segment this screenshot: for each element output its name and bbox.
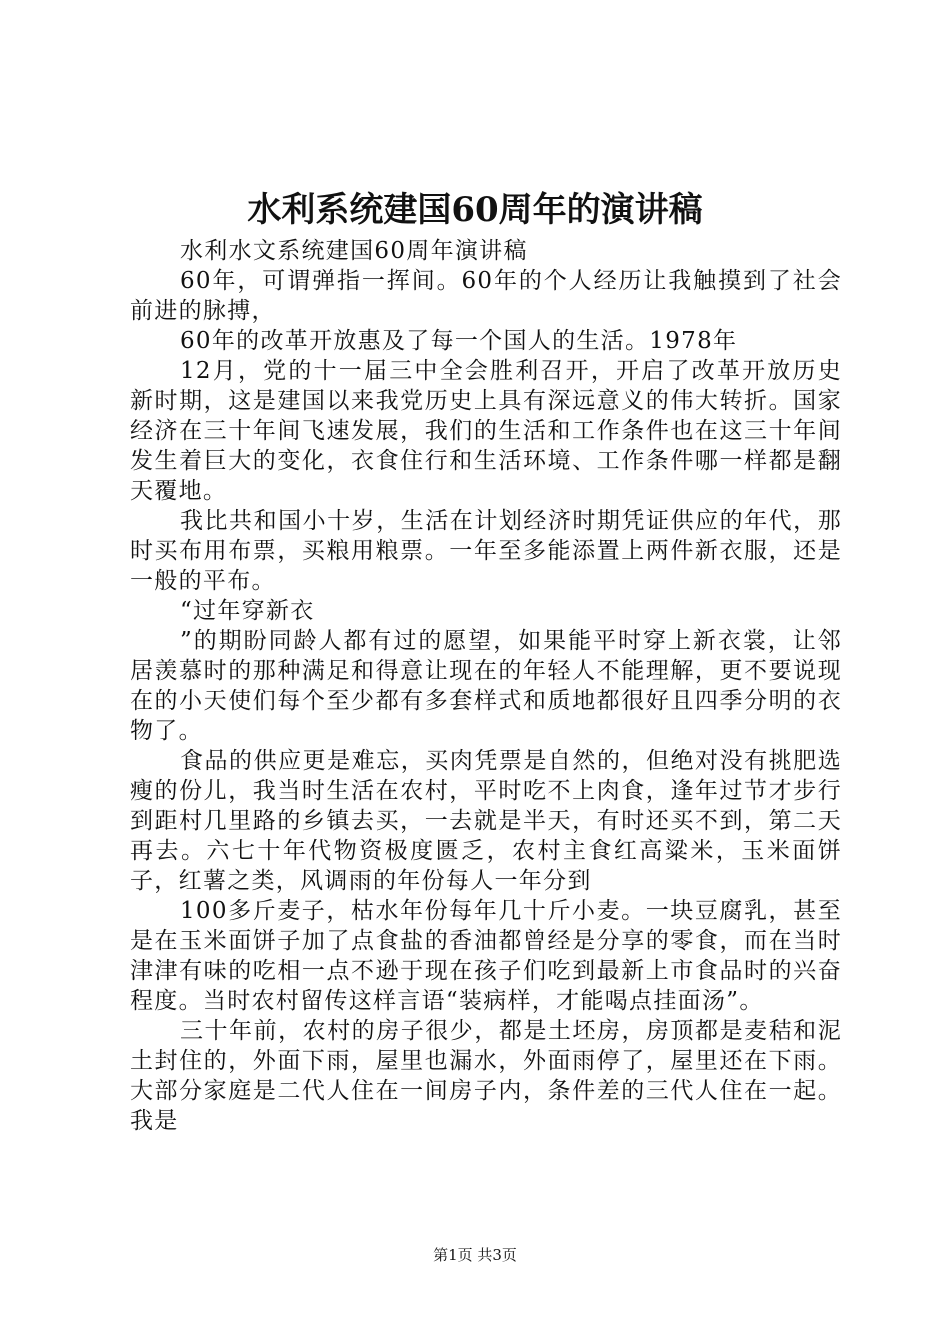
paragraph-5: 我比共和国小十岁，生活在计划经济时期凭证供应的年代，那时买布用布票，买粮用粮票。一年至多能添置上两件新衣服，还是一般的平布。 [130, 508, 842, 594]
document-body [130, 236, 842, 1136]
page-footer: 第1页 共3页 [433, 1246, 517, 1264]
paragraph-10: 三十年前，农村的房子很少，都是土坯房，房顶都是麦秸和泥土封住的，外面下雨，屋里也漏水，外面雨停了，屋里还在下雨。大部分家庭是二代人住在一间房子内，条件差的三代人住在一起。我是 [130, 1018, 842, 1134]
paragraph-3: 60年的改革开放惠及了每一个国人的生活。1978年 [180, 328, 738, 354]
paragraph-6: “过年穿新衣 [180, 598, 315, 624]
paragraph-1: 水利水文系统建国60周年演讲稿 [180, 238, 528, 264]
paragraph-8: 食品的供应更是难忘，买肉凭票是自然的，但绝对没有挑肥选瘦的份儿，我当时生活在农村，平时吃不上肉食，逢年过节才步行到距村几里路的乡镇去买，一去就是半天，有时还买不到，第二天再去。六七十年代物资极度匮乏，农村主食红高粱米，玉米面饼子，红薯之类，风调雨的年份每人一年分到 [130, 748, 842, 894]
paragraph-7: ”的期盼同龄人都有过的愿望，如果能平时穿上新衣裳，让邻居羡慕时的那种满足和得意让现在的年轻人不能理解，更不要说现在的小天使们每个至少都有多套样式和质地都很好且四季分明的衣物了。 [130, 628, 842, 744]
paragraph-9: 100多斤麦子，枯水年份每年几十斤小麦。一块豆腐乳，甚至是在玉米面饼子加了点食盐的香油都曾经是分享的零食，而在当时津津有味的吃相一点不逊于现在孩子们吃到最新上市食品时的兴奋程度。当时农村留传这样言语“装病样，才能喝点挂面汤”。 [130, 898, 842, 1014]
document-title: 水利系统建国60周年的演讲稿 [247, 190, 703, 230]
paragraph-4: 12月，党的十一届三中全会胜利召开，开启了改革开放历史新时期，这是建国以来我党历史上具有深远意义的伟大转折。国家经济在三十年间飞速发展，我们的生活和工作条件也在这三十年间发生着巨大的变化，衣食住行和生活环境、工作条件哪一样都是翻天覆地。 [130, 358, 842, 504]
paragraph-2: 60年，可谓弹指一挥间。60年的个人经历让我触摸到了社会前进的脉搏， [130, 268, 842, 324]
